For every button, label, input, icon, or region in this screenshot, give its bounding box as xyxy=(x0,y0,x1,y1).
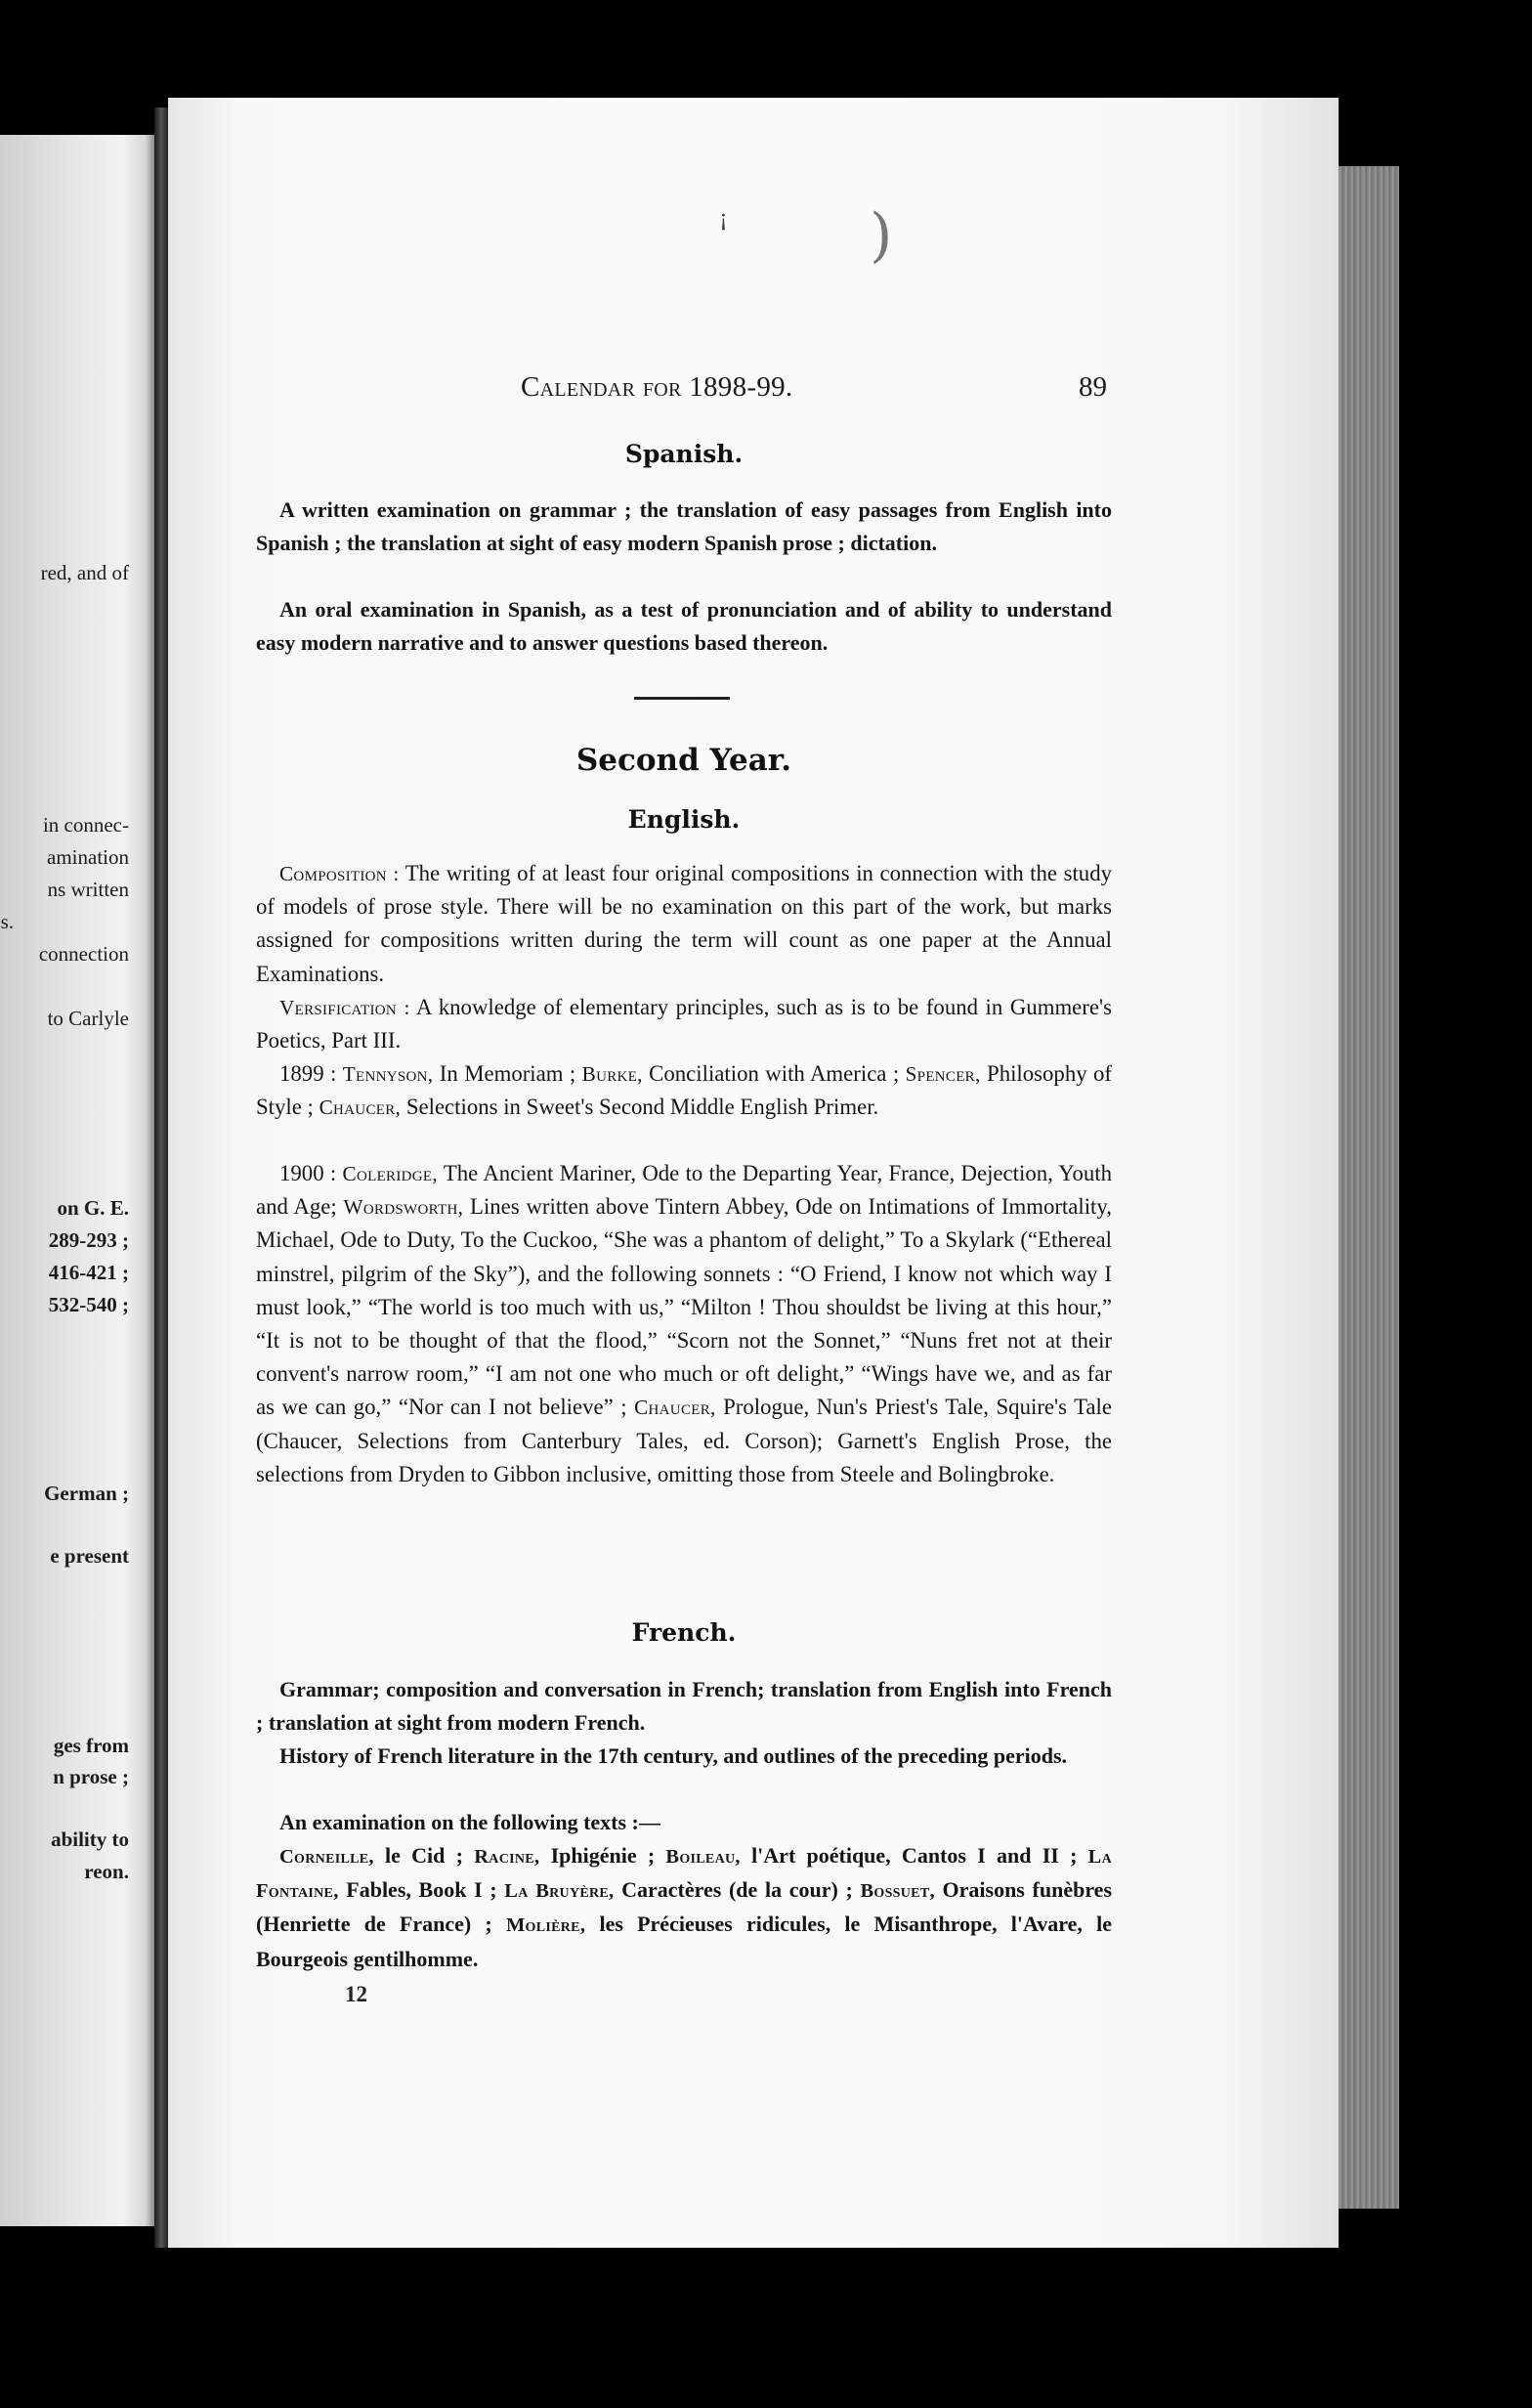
margin-fragment: n prose ; xyxy=(53,1765,129,1788)
author-name: La Fontaine, xyxy=(256,1846,1113,1903)
section-heading-spanish: Spanish. xyxy=(624,440,744,468)
section-heading-second-year: Second Year. xyxy=(575,743,792,778)
book-gutter xyxy=(154,108,168,2248)
work-titles: Philosophy of Style ; xyxy=(256,1061,1113,1120)
section-heading-french: French. xyxy=(631,1618,737,1647)
running-title: Calendar for 1898-99. xyxy=(521,371,793,403)
author-name: La Bruyère, xyxy=(504,1880,615,1903)
work-titles: l'Art poétique, Cantos I and II ; xyxy=(751,1843,1078,1868)
year-label: 1900 : xyxy=(279,1161,337,1185)
work-titles: Fables, Book I ; xyxy=(346,1877,497,1903)
margin-fragment: 289-293 ; xyxy=(48,1228,129,1252)
work-titles: The Ancient Mariner, Ode to the Departing Year, France, Dejection, Youth and Age; xyxy=(256,1161,1112,1220)
margin-fragment: to Carlyle xyxy=(47,1007,129,1030)
paragraph-label: Composition : xyxy=(279,862,400,885)
author-name: Bossuet, xyxy=(860,1880,935,1903)
facing-page xyxy=(0,135,154,2226)
margin-fragment: connection xyxy=(38,942,129,966)
work-titles: les Précieuses ridicules, le Misanthrope, l'Avare, le Bourgeois gentilhomme. xyxy=(256,1912,1113,1971)
paragraph: Grammar; composition and conversation in French; translation from English into French ; translation at sight from modern French. xyxy=(256,1677,1112,1736)
paragraph: History of French literature in the 17th century, and outlines of the preceding periods. xyxy=(279,1743,1068,1768)
margin-fragment: 532-540 ; xyxy=(48,1293,129,1316)
paragraph: An examination on the following texts :— xyxy=(279,1810,660,1834)
paragraph-1900-texts xyxy=(256,1157,1112,1491)
work-titles: In Memoriam ; xyxy=(439,1061,576,1086)
margin-fragment: s. xyxy=(0,910,14,933)
author-name: Burke, xyxy=(581,1062,643,1086)
author-name: Coleridge, xyxy=(342,1162,438,1185)
paragraph-french-texts xyxy=(256,1839,1112,1976)
author-name: Boileau, xyxy=(665,1846,741,1868)
paragraph: An oral examination in Spanish, as a test of pronunciation and of ability to understand easy modern narrative and to answer questions based thereon. xyxy=(256,597,1112,656)
work-titles: le Cid ; xyxy=(385,1843,463,1868)
work-titles: Lines written above Tintern Abbey, Ode on Intimations of Immortality, Michael, Ode to Duty, To the Cuckoo, “She was a phantom of delight,” To a Skylark (“Ethereal minstrel, pilgrim of the Sky”), and the following sonnets : “O Friend, I know not which way I must look,” “The world is too much with us,” “Milton ! Thou shouldst be living at this hour,” “It is not to be thought of that the flood,” “Scorn not the Sonnet,” “Nuns fret not at their convent's narrow room,” “I am not one who much or oft delight,” “Wings have we, and as far as we can go,” “Nor can I not believe” ; xyxy=(256,1194,1113,1420)
author-name: Tennyson, xyxy=(342,1062,434,1086)
work-titles: Conciliation with America ; xyxy=(649,1061,900,1086)
author-name: Corneille, xyxy=(279,1846,374,1868)
page-number: 89 xyxy=(1079,371,1107,403)
paragraph-text: The writing of at least four original compositions in connection with the study of models of prose style. There will be no examination on this part of the work, but marks assigned for compositions written during the term will count as one paper at the Annual Examinations. xyxy=(256,861,1112,986)
margin-fragment: on G. E. xyxy=(57,1196,129,1220)
running-header xyxy=(521,371,1107,410)
page-edges xyxy=(1339,166,1399,2209)
margin-fragment: German ; xyxy=(44,1482,129,1505)
paragraph: A written examination on grammar ; the translation of easy passages from English into Spanish ; the translation at sight of easy modern Spanish prose ; dictation. xyxy=(256,497,1112,556)
margin-fragment: ability to xyxy=(51,1828,129,1851)
work-titles: Oraisons funèbres (Henriette de France) ; xyxy=(256,1877,1113,1937)
signature-mark: 12 xyxy=(345,1982,367,2006)
margin-fragment: 416-421 ; xyxy=(48,1261,129,1284)
margin-fragment: reon. xyxy=(84,1860,129,1883)
paragraph-composition xyxy=(256,857,1112,991)
margin-fragment: amination xyxy=(47,845,129,869)
paragraph-label: Versification : xyxy=(279,996,410,1019)
work-titles: Selections in Sweet's Second Middle English Primer. xyxy=(405,1095,879,1120)
author-name: Wordsworth, xyxy=(343,1195,464,1220)
author-name: Chaucer, xyxy=(634,1396,716,1420)
work-titles: Prologue, Nun's Priest's Tale, Squire's Tale (Chaucer, Selections from Canterbury Tales, ed. Corson); Garnett's English Prose, the selections from Dryden to Gibbon inclusive, omitting those from Steele and Bolingbroke. xyxy=(256,1395,1113,1486)
ink-smudge: ) xyxy=(870,201,893,270)
work-titles: Iphigénie ; xyxy=(550,1843,656,1868)
ink-smudge: ¡ xyxy=(719,207,728,232)
author-name: Spencer, xyxy=(905,1062,981,1086)
author-name: Molière, xyxy=(505,1914,586,1937)
author-name: Racine, xyxy=(474,1846,540,1868)
section-heading-english: English. xyxy=(627,805,741,834)
margin-fragment: ns written xyxy=(47,878,129,901)
section-divider xyxy=(634,697,730,700)
year-label: 1899 : xyxy=(279,1061,337,1086)
author-name: Chaucer, xyxy=(319,1096,402,1120)
work-titles: Caractères (de la cour) ; xyxy=(621,1877,853,1903)
margin-fragment: e present xyxy=(50,1544,129,1568)
margin-fragment: red, and of xyxy=(40,561,129,584)
paragraph-versification xyxy=(256,991,1112,1057)
paragraph-text: A knowledge of elementary principles, such as is to be found in Gummere's Poetics, Part III. xyxy=(256,995,1112,1054)
margin-fragment: in connec- xyxy=(42,813,129,837)
margin-fragment: ges from xyxy=(53,1734,129,1757)
paragraph-1899-texts xyxy=(256,1057,1112,1124)
